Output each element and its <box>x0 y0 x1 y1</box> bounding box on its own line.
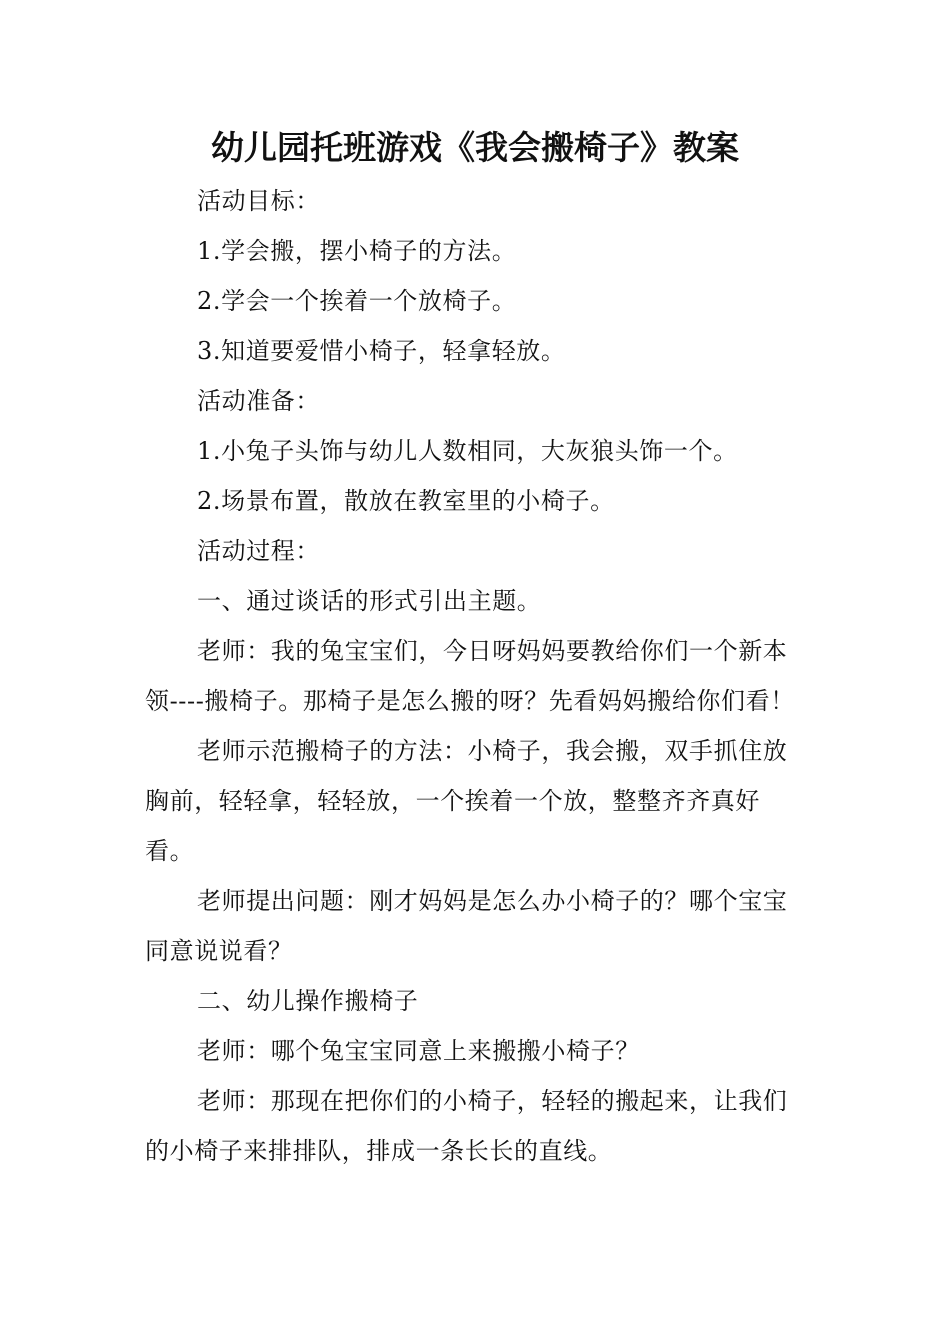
teacher-dialogue-1: 老师：我的兔宝宝们，今日呀妈妈要教给你们一个新本领----搬椅子。那椅子是怎么搬的呀？先看妈妈搬给你们看！ <box>145 637 795 715</box>
goal-item-3: 3.知道要爱惜小椅子，轻拿轻放。 <box>197 337 566 365</box>
section-heading-goals: 活动目标： <box>197 187 320 215</box>
document-title: 幼儿园托班游戏《我会搬椅子》教案 <box>211 128 739 167</box>
preparation-item-1: 1.小兔子头饰与幼儿人数相同，大灰狼头饰一个。 <box>197 437 738 465</box>
section-heading-process: 活动过程： <box>197 537 320 565</box>
preparation-item-2: 2.场景布置，散放在教室里的小椅子。 <box>197 487 615 515</box>
document-body <box>145 176 807 1176</box>
teacher-demonstration: 老师示范搬椅子的方法：小椅子，我会搬，双手抓住放胸前，轻轻拿，轻轻放，一个挨着一个放，整整齐齐真好看。 <box>145 737 788 865</box>
section-heading-preparation: 活动准备： <box>197 387 320 415</box>
teacher-dialogue-3: 老师：那现在把你们的小椅子，轻轻的搬起来，让我们的小椅子来排排队，排成一条长长的直线。 <box>145 1087 788 1165</box>
process-step-1: 一、通过谈话的形式引出主题。 <box>197 587 542 615</box>
teacher-dialogue-2: 老师：哪个兔宝宝同意上来搬搬小椅子？ <box>197 1037 640 1065</box>
teacher-question: 老师提出问题：刚才妈妈是怎么办小椅子的？哪个宝宝同意说说看？ <box>145 887 788 965</box>
goal-item-2: 2.学会一个挨着一个放椅子。 <box>197 287 517 315</box>
goal-item-1: 1.学会搬，摆小椅子的方法。 <box>197 237 517 265</box>
process-step-2: 二、幼儿操作搬椅子 <box>197 987 419 1015</box>
